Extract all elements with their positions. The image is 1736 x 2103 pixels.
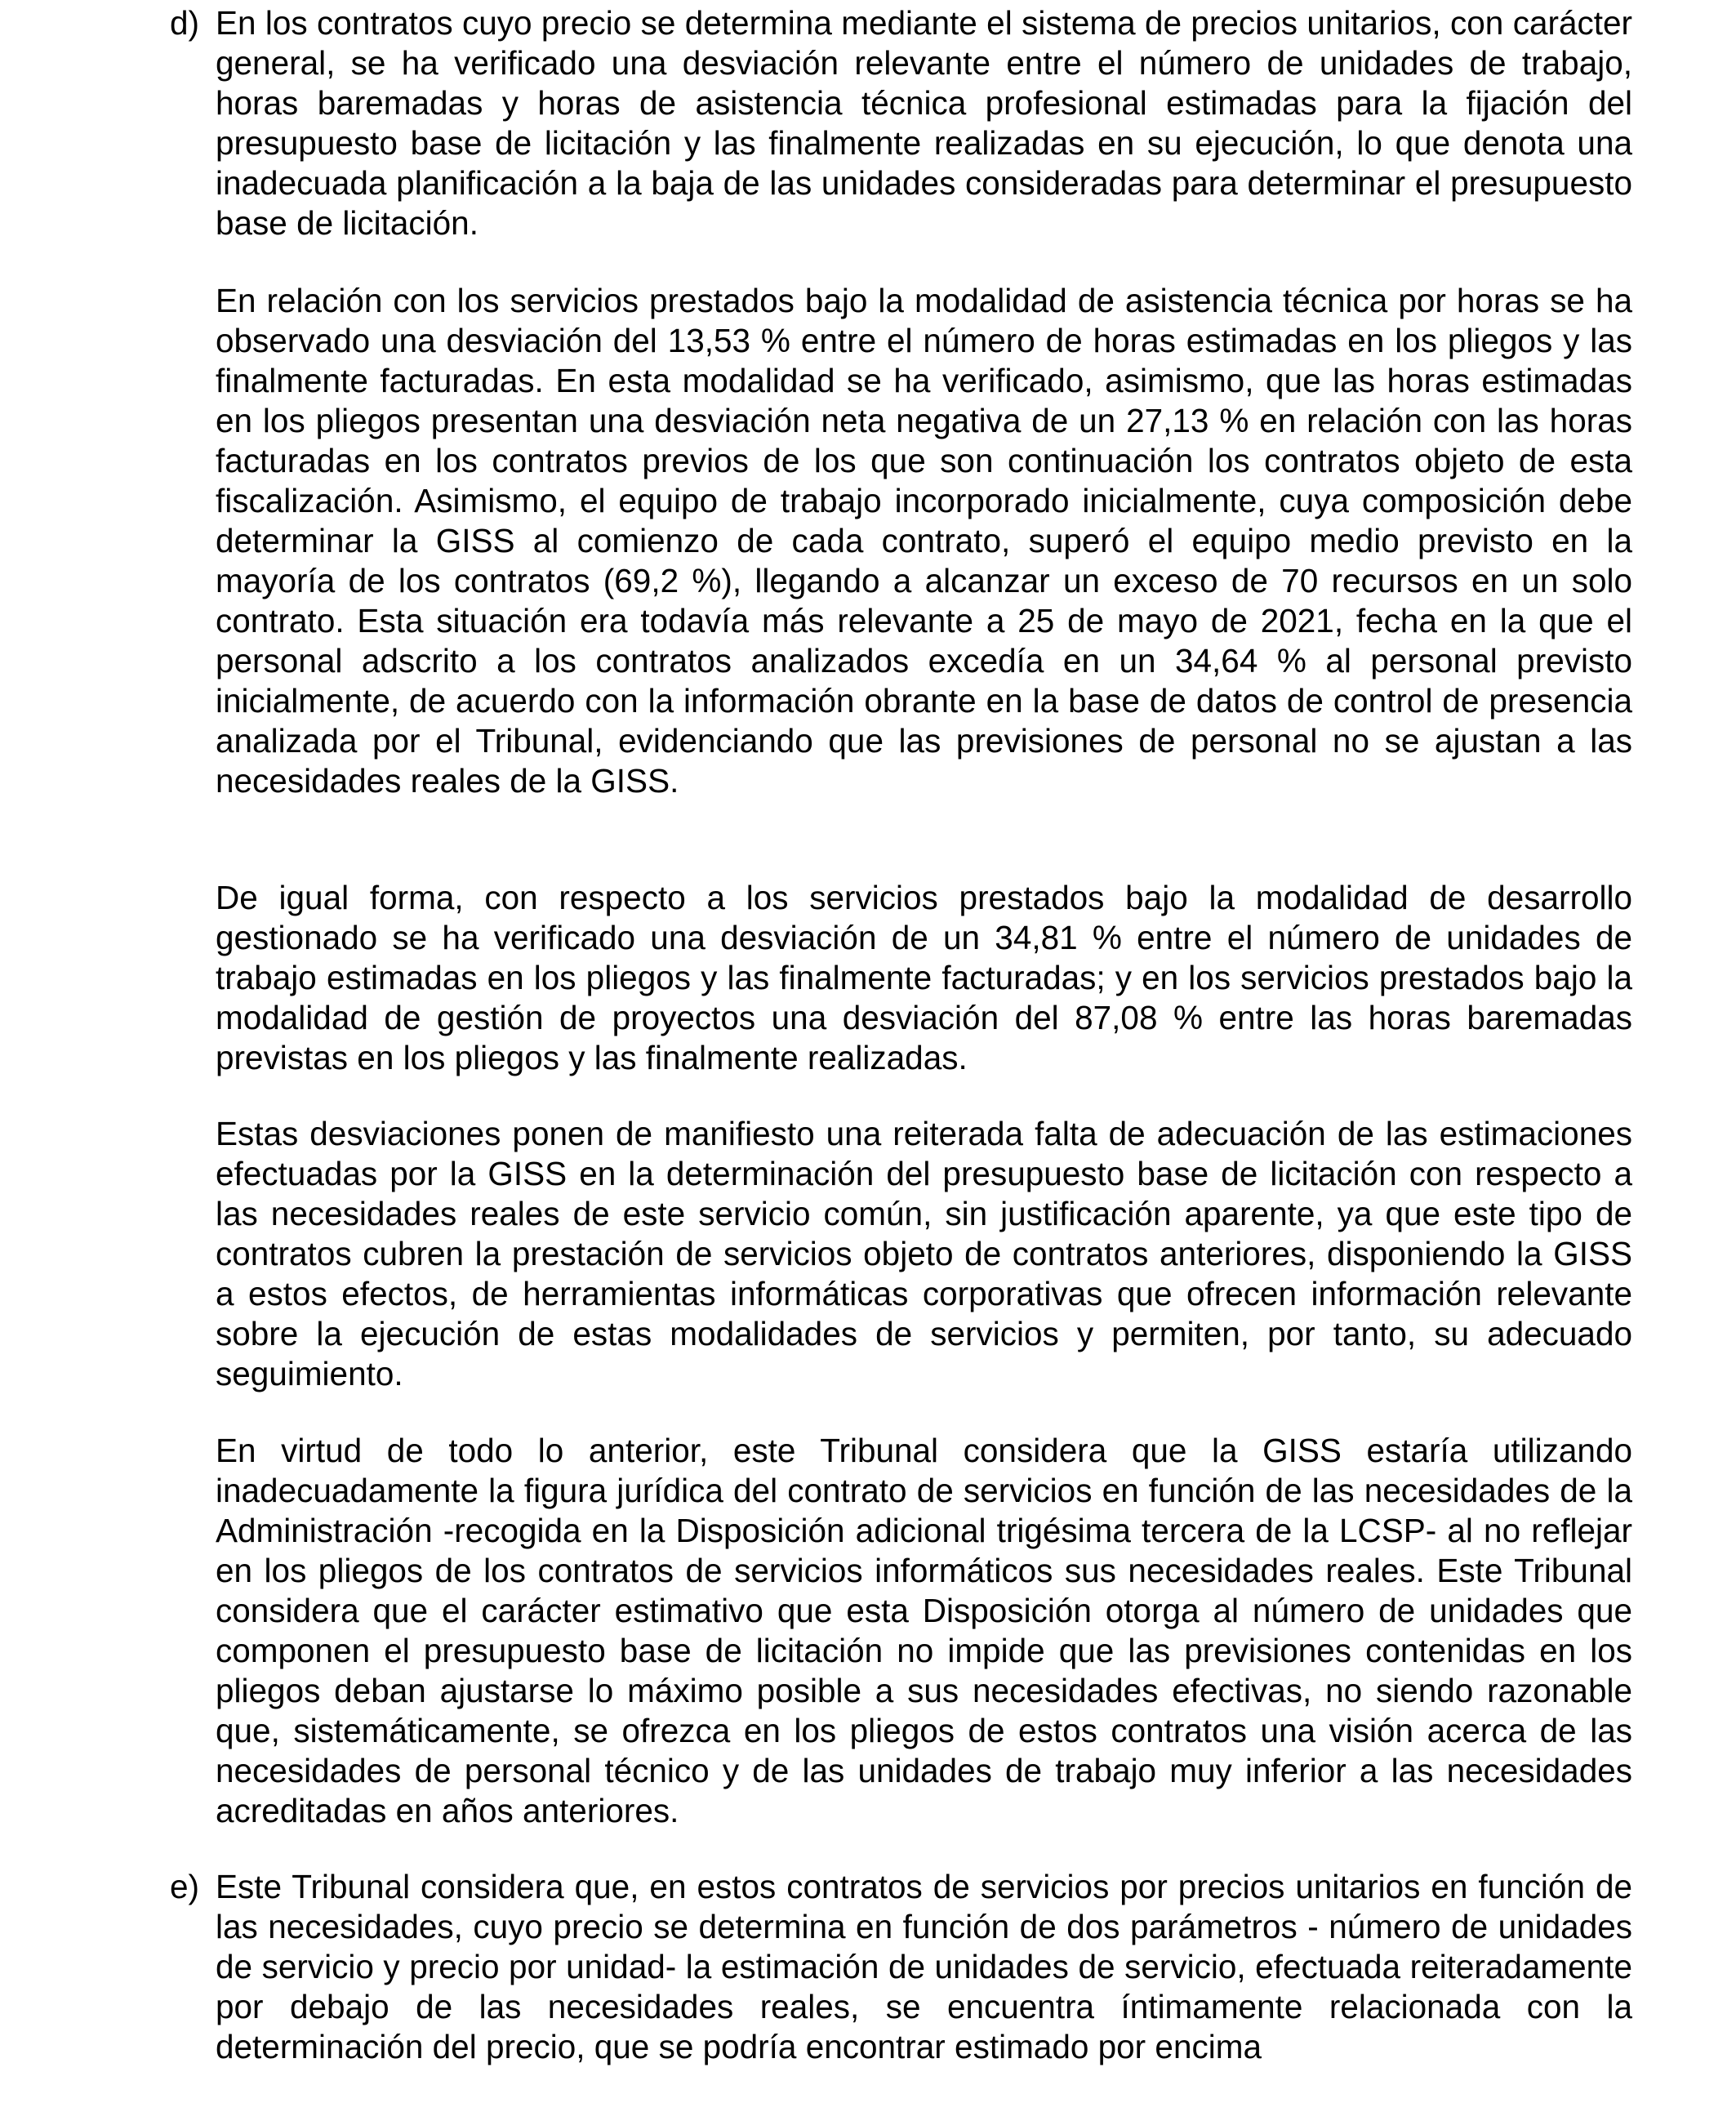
item-d-paragraph-1: En los contratos cuyo precio se determina mediante el sistema de precios unitarios, con carácter general, se ha verificado una desviación relevante entre el número de unidades de trabajo, horas baremadas y horas de asistencia técnica profesional estimadas para la fijación del presupuesto base de licitación y las finalmente realizadas en su ejecución, lo que denota una inadecuada planificación a la baja de las unidades consideradas para determinar el presupuesto base de licitación. bbox=[216, 4, 1632, 242]
item-e-paragraph-1: Este Tribunal considera que, en estos contratos de servicios por precios unitarios en función de las necesidades, cuyo precio se determina en función de dos parámetros - número de unidades de servicio y precio por unidad- la estimación de unidades de servicio, efectuada reiteradamente por debajo de las necesidades reales, se encuentra íntimamente relacionada con la determinación del precio, que se podría encontrar estimado por encima bbox=[216, 1868, 1632, 2065]
item-d-paragraph-5: En virtud de todo lo anterior, este Tribunal considera que la GISS estaría utilizando inadecuadamente la figura jurídica del contrato de servicios en función de las necesidades de la Administración -recogida en la Disposición adicional trigésima tercera de la LCSP- al no reflejar en los pliegos de los contratos de servicios informáticos sus necesidades reales. Este Tribunal considera que el carácter estimativo que esta Disposición otorga al número de unidades que componen el presupuesto base de licitación no impide que las previsiones contenidas en los pliegos deban ajustarse lo máximo posible a sus necesidades efectivas, no siendo razonable que, sistemáticamente, se ofrezca en los pliegos de estos contratos una visión acerca de las necesidades de personal técnico y de las unidades de trabajo muy inferior a las necesidades acreditadas en años anteriores. bbox=[216, 1432, 1632, 1829]
item-d-paragraph-3: De igual forma, con respecto a los servicios prestados bajo la modalidad de desarrollo gestionado se ha verificado una desviación de un 34,81 % entre el número de unidades de trabajo estimadas en los pliegos y las finalmente facturadas; y en los servicios prestados bajo la modalidad de gestión de proyectos una desviación del 87,08 % entre las horas baremadas previstas en los pliegos y las finalmente realizadas. bbox=[216, 879, 1632, 1076]
item-d-paragraph-4: Estas desviaciones ponen de manifiesto una reiterada falta de adecuación de las estimaciones efectuadas por la GISS en la determinación del presupuesto base de licitación con respecto a las necesidades reales de este servicio común, sin justificación aparente, ya que este tipo de contratos cubren la prestación de servicios objeto de contratos anteriores, disponiendo la GISS a estos efectos, de herramientas informáticas corporativas que ofrecen información relevante sobre la ejecución de estas modalidades de servicios y permiten, por tanto, su adecuado seguimiento. bbox=[216, 1115, 1632, 1392]
item-e-marker: e) bbox=[170, 1868, 200, 1905]
item-d-marker: d) bbox=[170, 4, 200, 42]
item-d-paragraph-2: En relación con los servicios prestados bajo la modalidad de asistencia técnica por horas se ha observado una desviación del 13,53 % entre el número de horas estimadas en los pliegos y las finalmente facturadas. En esta modalidad se ha verificado, asimismo, que las horas estimadas en los pliegos presentan una desviación neta negativa de un 27,13 % en relación con las horas facturadas en los contratos previos de los que son continuación los contratos objeto de esta fiscalización. Asimismo, el equipo de trabajo incorporado inicialmente, cuya composición debe determinar la GISS al comienzo de cada contrato, superó el equipo medio previsto en la mayoría de los contratos (69,2 %), llegando a alcanzar un exceso de 70 recursos en un solo contrato. Esta situación era todavía más relevante a 25 de mayo de 2021, fecha en la que el personal adscrito a los contratos analizados excedía en un 34,64 % al personal previsto inicialmente, de acuerdo con la información obrante en la base de datos de control de presencia analizada por el Tribunal, evidenciando que las previsiones de personal no se ajustan a las necesidades reales de la GISS. bbox=[216, 282, 1632, 800]
